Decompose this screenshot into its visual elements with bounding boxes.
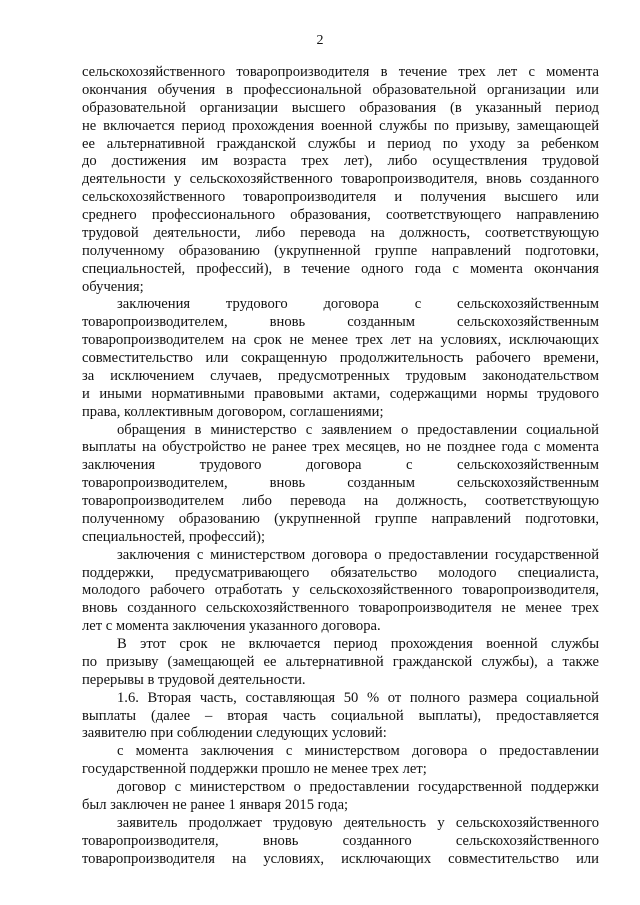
text-line: ее альтернативной гражданской службы и период по уходу за ребенком	[82, 135, 599, 152]
text-line: обучения;	[82, 278, 144, 295]
text-line: заключения трудового договора с сельскохозяйственным	[82, 457, 599, 474]
text-line: заключения трудового договора с сельскохозяйственным	[117, 296, 599, 313]
text-line: заключения с министерством договора о предоставлении государственной	[117, 546, 599, 563]
text-line: молодого рабочего отработать у сельскохозяйственного товаропроизводителя,	[82, 582, 599, 599]
text-line: по призыву (замещающей ее альтернативной гражданской службы), а также	[82, 653, 599, 670]
text-line: заявителю при соблюдении следующих условий:	[82, 725, 387, 742]
text-line: В этот срок не включается период прохождения военной службы	[117, 636, 599, 652]
text-line: обращения в министерство с заявлением о предоставлении социальной	[117, 421, 599, 438]
text-line: специальностей, профессий), в течение одного года с момента окончания	[82, 260, 599, 277]
text-line: поддержки, предусматривающего обязательство молодого специалиста,	[82, 564, 599, 581]
text-line: товаропроизводителя, вновь созданного сельскохозяйственного	[82, 832, 599, 849]
text-line: вновь созданного сельскохозяйственного товаропроизводителя не менее трех	[82, 600, 599, 617]
text-line: лет с момента заключения указанного договора.	[82, 618, 381, 635]
text-line: за исключением случаев, предусмотренных трудовым законодательством	[82, 367, 599, 384]
text-line: до достижения им возраста трех лет), либо осуществления трудовой	[82, 153, 599, 170]
text-line: товаропроизводителем либо перевода на должность, соответствующую	[82, 493, 599, 509]
text-line: полученному образованию (укрупненной группе направлений подготовки,	[82, 510, 599, 527]
text-line: и иными нормативными правовыми актами, содержащими нормы трудового	[82, 385, 599, 402]
page-number: 2	[316, 33, 324, 48]
text-line: заявитель продолжает трудовую деятельность у сельскохозяйственного	[117, 814, 599, 831]
text-line: государственной поддержки прошло не менее трех лет;	[82, 761, 427, 778]
text-line: сельскохозяйственного товаропроизводителя и получения высшего или	[82, 189, 599, 206]
text-line: товаропроизводителем, вновь созданным сельскохозяйственным	[82, 314, 599, 331]
text-line: перерывы в трудовой деятельности.	[82, 671, 306, 688]
document-body	[82, 64, 599, 868]
text-line: был заключен не ранее 1 января 2015 года;	[82, 796, 349, 813]
text-line: специальностей, профессий);	[82, 528, 266, 545]
text-line: выплаты (далее – вторая часть социальной выплаты), предоставляется	[82, 707, 599, 724]
text-line: 1.6. Вторая часть, составляющая 50 % от полного размера социальной	[117, 689, 599, 706]
text-line: права, коллективным договором, соглашениями;	[82, 403, 384, 420]
text-line: договор с министерством о предоставлении государственной поддержки	[117, 779, 599, 795]
text-line: не включается период прохождения военной службы по призыву, замещающей	[82, 117, 599, 134]
text-line: товаропроизводителем на срок не менее трех лет на условиях, исключающих	[82, 332, 599, 349]
text-line: полученному образованию (укрупненной группе направлений подготовки,	[82, 242, 599, 259]
text-line: выплаты на обустройство не ранее трех месяцев, но не позднее года с момента	[82, 439, 599, 456]
text-line: совместительство или сокращенную продолжительность рабочего времени,	[82, 350, 599, 366]
text-line: трудовой деятельности, либо перевода на должность, соответствующую	[82, 224, 599, 241]
text-line: сельскохозяйственного товаропроизводителя в течение трех лет с момента	[82, 64, 599, 80]
text-line: образовательной организации высшего образования (в указанный период	[82, 99, 599, 116]
text-line: товаропроизводителем, вновь созданным сельскохозяйственным	[82, 475, 599, 492]
text-line: товаропроизводителя на условиях, исключающих совместительство или	[82, 850, 599, 867]
text-line: с момента заключения с министерством договора о предоставлении	[117, 743, 599, 760]
text-line: деятельности у сельскохозяйственного товаропроизводителя, вновь созданного	[82, 171, 599, 188]
text-line: среднего профессионального образования, соответствующего направлению	[82, 207, 599, 223]
text-line: окончания обучения в профессиональной образовательной организации или	[82, 81, 599, 98]
